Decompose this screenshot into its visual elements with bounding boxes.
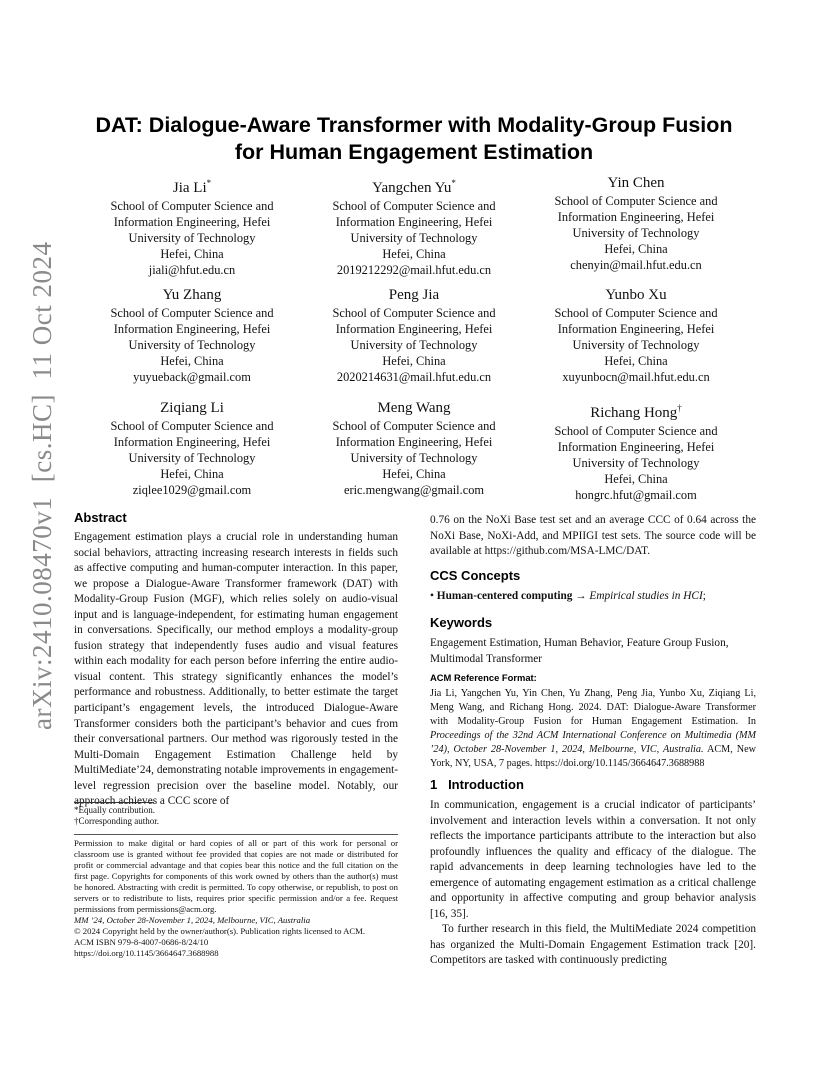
ccs-end: ; xyxy=(702,590,706,602)
keywords-text: Engagement Estimation, Human Behavior, Feature Group Fusion, Multimodal Transformer xyxy=(430,637,729,665)
permission-block xyxy=(74,838,398,959)
author-affiliation-line: Hefei, China xyxy=(604,354,668,369)
author-affiliation-line: School of Computer Science and xyxy=(110,419,274,433)
author-card xyxy=(536,286,736,385)
author-card xyxy=(314,399,514,498)
footnote-equal: *Equally contribution. xyxy=(74,805,155,815)
author-affiliation-line: Hefei, China xyxy=(382,467,446,482)
author-affiliation-line: School of Computer Science and xyxy=(332,199,496,213)
introduction-para-1: In communication, engagement is a crucial indicator of participants’ involvement and interaction levels within a conversation. It not only reflects the importance participants attribute to the interaction but also profoundly influences the quality and efficacy of the dialogue. The rapid advancements in deep learning technologies have led to the emergence of automating engagement estimation as a critical challenge and opportunity in affective computing and group behavior analysis [16, 35]. xyxy=(430,799,756,920)
author-mark: * xyxy=(451,178,456,188)
author-affiliation-line: School of Computer Science and xyxy=(110,306,274,320)
author-affiliation-line: Information Engineering, Hefei xyxy=(335,215,493,230)
permission-rule xyxy=(74,834,398,835)
title-line-2: for Human Engagement Estimation xyxy=(234,140,594,164)
author-affiliation-line: Information Engineering, Hefei xyxy=(557,210,715,225)
author-affiliation-line: University of Technology xyxy=(128,231,256,246)
author-name-text: Yin Chen xyxy=(607,175,665,191)
author-card xyxy=(536,174,736,273)
abstract-heading: Abstract xyxy=(74,510,127,525)
author-affiliation-line: University of Technology xyxy=(350,451,478,466)
introduction-heading: 1 Introduction xyxy=(430,777,524,792)
footnote-corresponding: †Corresponding author. xyxy=(74,816,159,827)
permission-conference: MM ’24, October 28-November 1, 2024, Melbourne, VIC, Australia xyxy=(74,915,311,925)
paper-title xyxy=(60,112,768,166)
author-affiliation-line: University of Technology xyxy=(572,456,700,471)
author-name-text: Peng Jia xyxy=(388,287,440,303)
arxiv-stamp: arXiv:2410.08470v1 [cs.HC] 11 Oct 2024 xyxy=(27,241,57,730)
author-name-text: Yu Zhang xyxy=(162,287,222,303)
author-card xyxy=(92,399,292,498)
author-affiliation-line: Information Engineering, Hefei xyxy=(557,440,715,455)
author-mark: * xyxy=(206,178,212,188)
ccs-concepts xyxy=(430,589,756,605)
author-affiliation-line: Hefei, China xyxy=(382,247,446,262)
author-name-text: Jia Li xyxy=(172,180,207,196)
author-affiliation-line: School of Computer Science and xyxy=(554,306,718,320)
author-card xyxy=(92,174,292,278)
author-name-text: Ziqiang Li xyxy=(160,400,224,416)
author-email: ziqlee1029@gmail.com xyxy=(132,483,252,498)
author-affiliation-line: Hefei, China xyxy=(160,354,224,369)
author-affiliation-line: University of Technology xyxy=(128,451,256,466)
author-affiliation-line: University of Technology xyxy=(572,338,700,353)
introduction-para-2: To further research in this field, the MultiMediate 2024 competition has organized the Multi-Domain Engagement Estimation track [20]. Competitors are tasked with continuously predicting xyxy=(430,923,756,967)
author-affiliation-line: Information Engineering, Hefei xyxy=(113,215,271,230)
author-affiliation-line: University of Technology xyxy=(128,338,256,353)
permission-text: Permission to make digital or hard copies of all or part of this work for personal or classroom use is granted without fee provided that copies are not made or distributed for profit or commercial advantage and that copies bear this notice and the full citation on the first page. Copyrights for components of this work owned by others than the author(s) must be honored. Abstracting with credit is permitted. To copy otherwise, or republish, to post on servers or to redistribute to lists, requires prior specific permission and/or a fee. Request permissions from permissions@acm.org. xyxy=(74,838,398,914)
author-affiliation-line: Information Engineering, Hefei xyxy=(113,435,271,450)
author-name-text: Richang Hong xyxy=(590,405,678,421)
author-affiliation-line: Information Engineering, Hefei xyxy=(335,435,493,450)
ccs-heading: CCS Concepts xyxy=(430,568,521,583)
author-name xyxy=(536,174,736,193)
author-name-text: Meng Wang xyxy=(377,400,451,416)
keywords-section xyxy=(430,615,756,667)
author-affiliation-line: Hefei, China xyxy=(160,467,224,482)
author-affiliation-line: University of Technology xyxy=(350,231,478,246)
author-card xyxy=(536,399,736,503)
author-affiliation-line: Hefei, China xyxy=(604,242,668,257)
footnote-rule xyxy=(74,802,154,803)
author-email: yuyueback@gmail.com xyxy=(133,370,251,385)
ccs-arrow: → xyxy=(575,590,587,602)
author-affiliation-line: Information Engineering, Hefei xyxy=(557,322,715,337)
author-affiliation-line: School of Computer Science and xyxy=(332,419,496,433)
abstract-text: Engagement estimation plays a crucial role in understanding human social behaviors, attracting increasing research interests in fields such as affective computing and human-computer interaction. In this paper, we propose a Dialogue-Aware Transformer framework (DAT) with Modality-Group Fusion (MGF), which relies solely on audio-visual input and is language-independent, for estimating human engagement in conversations. Specifically, our method employs a modality-group fusion strategy that independently fuses audio and visual features within each modality for each person before inferring the entire audio-visual content. This strategy significantly enhances the model’s performance and robustness. Additionally, to better estimate the target participant’s engagement levels, the introduced Dialogue-Aware Transformer considers both the participant’s behavior and cues from their conversational partners. Our method was rigorously tested in the Multi-Domain Engagement Estimation Challenge held by MultiMediate’24, demonstrating notable improvements in engagement-level regression precision over the baseline model. Notably, our approach achieves a CCC score of xyxy=(74,531,398,808)
author-affiliation-line: Information Engineering, Hefei xyxy=(335,322,493,337)
abstract-continuation: 0.76 on the NoXi Base test set and an average CCC of 0.64 across the NoXi Base, NoXi-Add, and MPIIGI test sets. The source code will be available at https://github.com/MSA-LMC/DAT. xyxy=(430,514,756,558)
author-affiliation-line: School of Computer Science and xyxy=(332,306,496,320)
author-name xyxy=(92,286,292,305)
reference-format-heading: ACM Reference Format: xyxy=(430,672,537,683)
author-name xyxy=(536,286,736,305)
reference-tail: ACM, New York, NY, USA, 7 pages. https://doi.org/10.1145/3664647.3688988 xyxy=(430,744,756,770)
ccs-sub: Empirical studies in HCI xyxy=(589,590,703,602)
author-card xyxy=(314,174,514,278)
author-email: hongrc.hfut@gmail.com xyxy=(575,488,697,503)
author-name xyxy=(314,174,514,198)
introduction-section xyxy=(430,777,756,969)
author-name xyxy=(536,399,736,423)
ccs-bullet: • xyxy=(430,590,434,602)
reference-format-text xyxy=(430,687,756,772)
permission-isbn: ACM ISBN 979-8-4007-0686-8/24/10 xyxy=(74,937,209,947)
ccs-section xyxy=(430,568,756,605)
reference-authors-title: Jia Li, Yangchen Yu, Yin Chen, Yu Zhang, Peng Jia, Yunbo Xu, Ziqiang Li, Meng Wang, and Richang Hong. 2024. DAT: Dialogue-Aware Transformer with Modality-Group Fusion for Human Engagement Estimation. In xyxy=(430,688,756,728)
author-name-text: Yangchen Yu xyxy=(372,180,452,196)
author-affiliation-line: Information Engineering, Hefei xyxy=(113,322,271,337)
author-email: 2020214631@mail.hfut.edu.cn xyxy=(336,370,492,385)
author-card xyxy=(314,286,514,385)
author-affiliation-line: School of Computer Science and xyxy=(554,194,718,208)
author-name xyxy=(314,286,514,305)
author-email: eric.mengwang@gmail.com xyxy=(343,483,485,498)
permission-copyright: © 2024 Copyright held by the owner/author(s). Publication rights licensed to ACM. xyxy=(74,926,366,936)
title-line-1: DAT: Dialogue-Aware Transformer with Modality-Group Fusion xyxy=(95,113,733,137)
permission-doi: https://doi.org/10.1145/3664647.3688988 xyxy=(74,948,219,958)
author-email: xuyunbocn@mail.hfut.edu.cn xyxy=(562,370,710,385)
author-name xyxy=(314,399,514,418)
author-email: jiali@hfut.edu.cn xyxy=(148,263,236,278)
author-mark: † xyxy=(677,403,682,413)
ccs-concept: Human-centered computing xyxy=(436,590,573,602)
author-email: chenyin@mail.hfut.edu.cn xyxy=(570,258,702,273)
author-affiliation-line: School of Computer Science and xyxy=(110,199,274,213)
author-name xyxy=(92,399,292,418)
author-affiliation-line: School of Computer Science and xyxy=(554,424,718,438)
reference-proceedings: Proceedings of the 32nd ACM International Conference on Multimedia (MM ’24), October 28-November 1, 2024, Melbourne, VIC, Australia. xyxy=(430,730,756,756)
author-affiliation-line: Hefei, China xyxy=(160,247,224,262)
author-affiliation-line: University of Technology xyxy=(350,338,478,353)
reference-format-section xyxy=(430,672,756,772)
author-affiliation-line: Hefei, China xyxy=(382,354,446,369)
footnotes xyxy=(74,805,398,827)
author-affiliation-line: University of Technology xyxy=(572,226,700,241)
abstract-section xyxy=(74,510,398,810)
author-email: 2019212292@mail.hfut.edu.cn xyxy=(336,263,492,278)
author-card xyxy=(92,286,292,385)
author-name-text: Yunbo Xu xyxy=(605,287,667,303)
author-affiliation-line: Hefei, China xyxy=(604,472,668,487)
keywords-heading: Keywords xyxy=(430,615,493,630)
author-name xyxy=(92,174,292,198)
